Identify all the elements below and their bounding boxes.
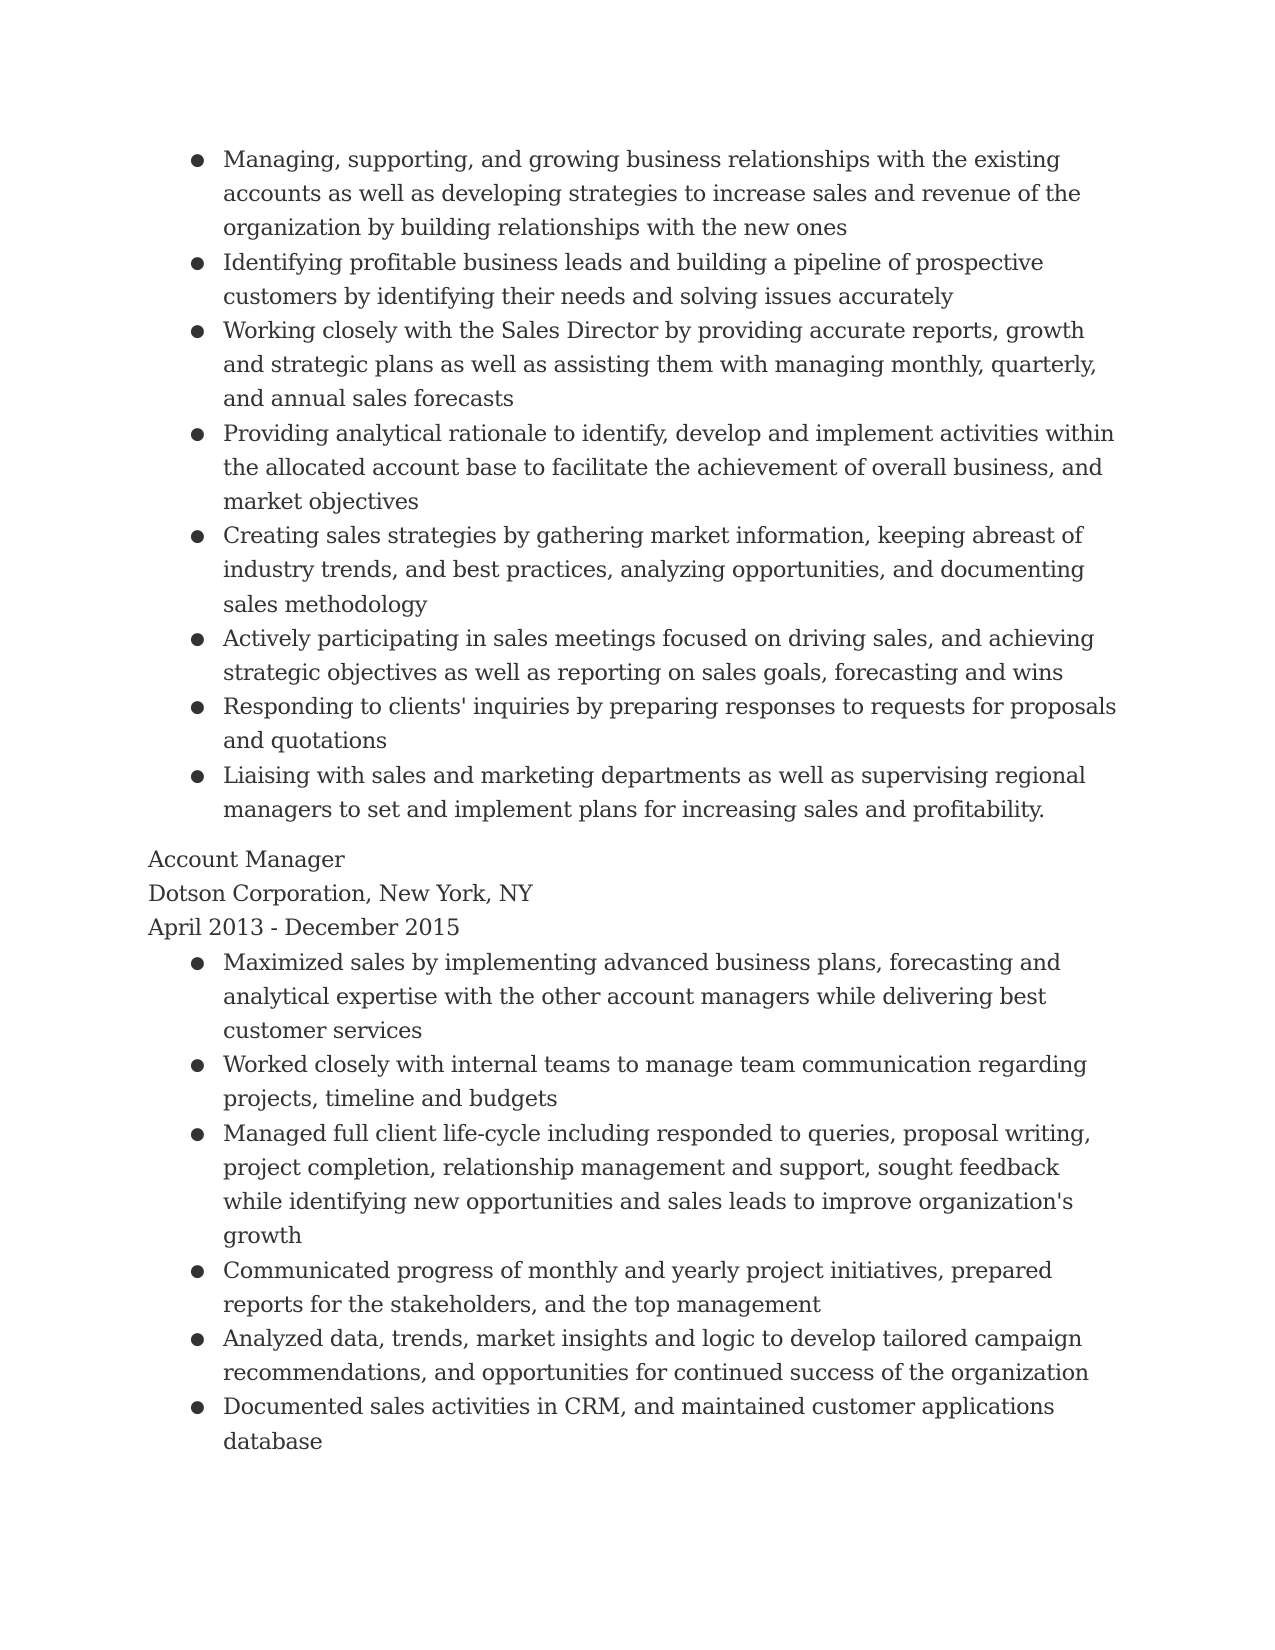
account-manager-responsibilities [148,946,1123,1459]
list-item-text: Creating sales strategies by gathering market information, keeping abreast of industry trends, and best practices, analyzing opportunities, and documenting sales methodology [223,523,1085,618]
list-item [148,519,1123,622]
bullet-icon: ● [190,1328,205,1349]
list-item [148,946,1123,1049]
list-item [148,314,1123,417]
list-item [148,759,1123,827]
bullet-icon: ● [190,252,205,273]
list-item-text: Managed full client life-cycle including responded to queries, proposal writing, project completion, relationship management and support, sought feedback while identifying new opportunities and sales leads to improve organization's growth [223,1120,1091,1250]
list-item [148,143,1123,246]
list-item-text: Documented sales activities in CRM, and maintained customer applications database [223,1394,1055,1455]
previous-job-responsibilities [148,143,1123,827]
bullet-icon: ● [190,765,205,786]
list-item-text: Actively participating in sales meetings focused on driving sales, and achieving strategic objectives as well as reporting on sales goals, forecasting and wins [223,625,1095,687]
list-item [148,1390,1123,1458]
page-content [148,143,1123,1459]
bullet-icon: ● [190,150,205,170]
bullet-icon: ● [190,1123,205,1144]
job-title: Account Manager [148,847,345,874]
bullet-icon: ● [190,321,205,342]
bullet-icon: ● [190,1260,205,1281]
bullet-icon: ● [190,1055,205,1076]
list-item-text: Maximized sales by implementing advanced business plans, forecasting and analytical expertise with the other account managers while delivering best customer services [223,949,1061,1045]
list-item [148,1117,1123,1254]
list-item-text: Identifying profitable business leads and building a pipeline of prospective customers by identifying their needs and solving issues accurately [223,249,1044,310]
list-item-text: Providing analytical rationale to identify, develop and implement activities within the allocated account base to facilitate the achievement of overall business, and market objectives [223,420,1115,516]
list-item-text: Communicated progress of monthly and yearly project initiatives, prepared reports for the stakeholders, and the top management [223,1257,1053,1318]
bullet-icon: ● [190,628,205,649]
list-item-text: Working closely with the Sales Director by providing accurate reports, growth and strategic plans as well as assisting them with managing monthly, quarterly, and annual sales forecasts [223,318,1097,413]
company-location: Dotson Corporation, New York, NY [148,881,533,908]
list-item [148,1048,1123,1116]
list-item-text: Liaising with sales and marketing departments as well as supervising regional managers to set and implement plans for increasing sales and profitability. [223,762,1086,823]
list-item [148,246,1123,314]
list-item [148,622,1123,690]
list-item [148,690,1123,758]
list-item-text: Managing, supporting, and growing business relationships with the existing accounts as well as developing strategies to increase sales and revenue of the organization by building relationships with the new ones [223,147,1081,242]
job-header [148,843,1123,946]
list-item-text: Worked closely with internal teams to manage team communication regarding projects, timeline and budgets [223,1052,1087,1113]
list-item-text: Analyzed data, trends, market insights and logic to develop tailored campaign recommendations, and opportunities for continued success of the organization [223,1325,1089,1387]
bullet-icon: ● [190,423,205,444]
employment-dates: April 2013 - December 2015 [148,915,460,942]
list-item [148,1322,1123,1390]
bullet-icon: ● [190,697,205,718]
list-item [148,1254,1123,1322]
bullet-icon: ● [190,952,205,973]
list-item-text: Responding to clients' inquiries by preparing responses to requests for proposals and quotations [223,694,1117,755]
bullet-icon: ● [190,526,205,547]
bullet-icon: ● [190,1397,205,1418]
list-item [148,417,1123,520]
